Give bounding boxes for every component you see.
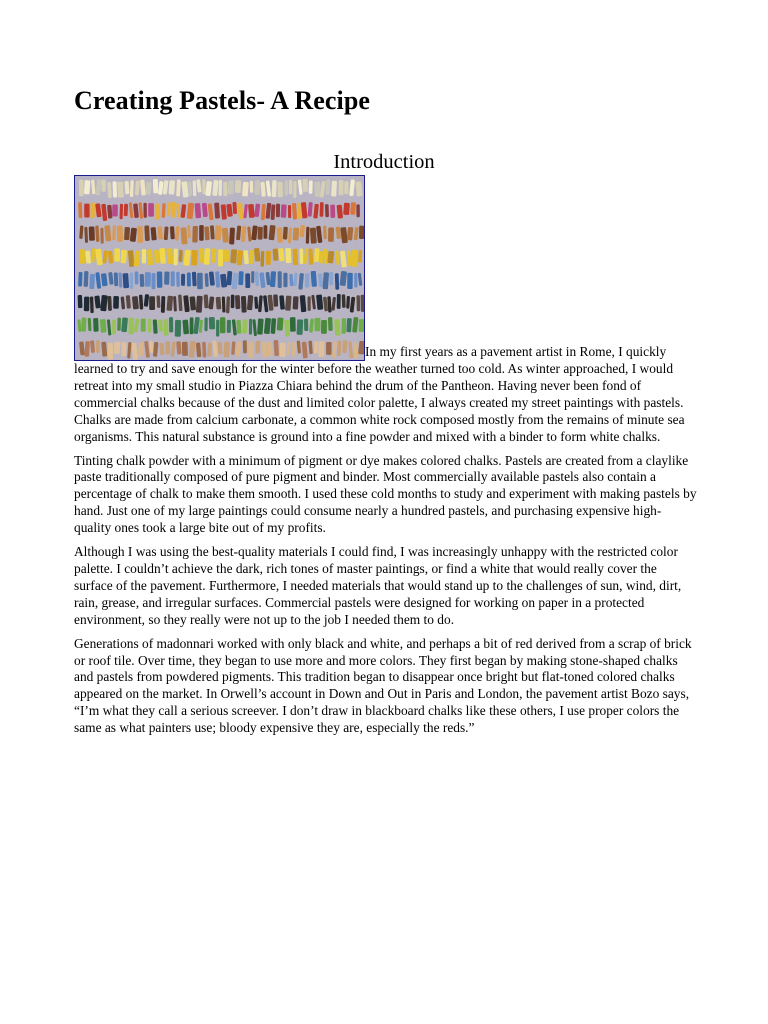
pastel-stick — [235, 180, 242, 193]
pastel-stick — [241, 296, 247, 313]
pastel-stick — [285, 296, 292, 311]
pastel-stick — [145, 182, 151, 195]
pastel-stick — [356, 204, 359, 217]
pastel-stick — [153, 179, 158, 193]
pastel-stick — [199, 225, 204, 241]
pastel-stick — [235, 295, 240, 309]
pastel-stick — [249, 250, 254, 264]
pastel-stick — [164, 272, 170, 285]
pastel-stick — [114, 341, 121, 354]
pastel-stick — [359, 226, 364, 239]
pastel-stick — [149, 296, 155, 310]
pastel-stick — [197, 273, 203, 289]
pastel-stick — [192, 272, 197, 287]
pastel-stick — [182, 342, 188, 356]
pastel-stick — [170, 226, 175, 239]
pastel-stick — [137, 226, 143, 243]
pastel-stick — [307, 296, 310, 311]
pastel-stick — [327, 251, 334, 264]
pastel-stick — [263, 225, 267, 239]
pastel-stick — [84, 297, 90, 312]
pastel-stick — [326, 342, 332, 355]
pastel-stick — [308, 249, 313, 265]
pastel-stick — [175, 320, 181, 337]
pastel-stick — [278, 271, 282, 288]
pastel-stick — [266, 251, 271, 265]
document-page — [74, 84, 698, 737]
pastel-stick — [124, 181, 129, 194]
pastel-stick — [297, 203, 301, 219]
pastel-stick — [143, 203, 146, 218]
pastel-stick — [272, 180, 277, 197]
pastel-stick — [78, 272, 83, 287]
pastel-stick — [347, 273, 353, 289]
pastel-stick — [277, 317, 284, 330]
pastel-stick — [248, 342, 254, 358]
pastel-stick — [129, 318, 135, 335]
pastel-stick — [181, 274, 185, 286]
pastel-stick — [328, 227, 334, 241]
pastel-stick — [254, 180, 260, 195]
pastel-stick — [258, 227, 263, 240]
pastel-stick — [89, 274, 95, 289]
pastel-stick — [277, 227, 283, 242]
pastel-stick — [193, 180, 197, 196]
pastel-stick — [314, 318, 320, 331]
pastel-stick — [119, 204, 123, 220]
pastel-stick — [299, 248, 303, 264]
section-heading: Introduction — [333, 151, 435, 173]
pastel-stick — [331, 181, 337, 197]
pastel-stick — [187, 272, 191, 286]
pastel-stick — [108, 343, 113, 360]
pastel-stick — [214, 203, 220, 219]
pastel-stick — [287, 342, 291, 355]
pastel-stick — [191, 250, 198, 266]
pastel-stick — [293, 296, 299, 309]
pastel-stick — [314, 182, 320, 197]
pastel-stick — [122, 273, 129, 288]
pastel-stick — [337, 294, 341, 309]
pastel-stick — [358, 250, 362, 262]
pastel-stick — [138, 342, 143, 357]
pastel-stick — [288, 205, 291, 218]
pastel-stick — [359, 319, 364, 332]
pastel-stick — [231, 295, 235, 309]
pastel-stick — [78, 202, 82, 218]
pastel-stick — [226, 296, 230, 313]
pastel-stick — [204, 294, 209, 308]
pastel-stick — [171, 202, 176, 218]
pastel-stick — [273, 294, 278, 306]
pastel-stick — [165, 341, 170, 354]
pastel-stick — [236, 320, 241, 334]
pastel-stick — [202, 342, 206, 358]
pastel-stick — [343, 203, 350, 215]
pastel-stick — [245, 273, 250, 288]
pastel-stick — [117, 318, 121, 331]
pastel-stick — [304, 319, 308, 331]
pastel-stick — [293, 181, 296, 198]
pastel-stick — [89, 226, 95, 240]
pastel-stick — [101, 180, 105, 192]
pastel-stick — [273, 248, 279, 260]
pastel-stick — [196, 296, 203, 313]
pastel-stick — [320, 251, 323, 264]
pastel-stick — [100, 319, 107, 333]
pastel-stick — [154, 250, 160, 264]
pastel-stick — [215, 225, 222, 240]
pastel-stick — [144, 225, 149, 241]
pastel-stick — [93, 318, 99, 332]
pastel-stick — [342, 294, 346, 308]
pastel-stick — [251, 271, 254, 283]
pastel-stick — [328, 317, 333, 331]
pastel-stick — [182, 319, 189, 334]
pastel-stick — [323, 272, 330, 289]
pastel-stick — [130, 180, 134, 197]
pastel-stick — [289, 180, 293, 195]
pastel-stick — [297, 319, 304, 335]
pastel-stick — [84, 271, 89, 287]
pastel-stick — [112, 204, 118, 216]
pastel-stick — [218, 249, 223, 266]
pastel-stick — [79, 249, 85, 264]
pastel-stick — [202, 179, 206, 194]
pastel-stick — [242, 182, 249, 197]
pastel-stick — [171, 271, 175, 286]
paragraph-3: Although I was using the best-quality materials I could find, I was increasingly unhappy with the restricted color palette. I couldn’t achieve the dark, rich tones of master paintings, or find a white that would really cover the surface of the pavement. Furthermore, I needed materials that would stand up to the challenges of sun, wind, dirt, rain, grease, and irregular surfaces. Commercial pastels were designed for working on paper in a protected environment, so they really were not up to the job I needed them to do. — [74, 544, 682, 627]
pastel-stick — [276, 204, 280, 218]
pastel-stick — [151, 273, 155, 289]
pastel-stick — [284, 180, 288, 195]
pastel-stick — [283, 227, 288, 240]
pastel-stick — [190, 317, 194, 334]
pastel-stick — [90, 203, 95, 219]
pastel-stick — [249, 319, 252, 335]
pastel-stick — [310, 228, 317, 244]
pastel-stick — [281, 204, 287, 217]
pastel-stick — [230, 249, 237, 263]
pastel-stick — [330, 205, 335, 218]
pastel-stick — [204, 317, 207, 331]
pastel-stick — [148, 319, 152, 333]
pastel-stick — [156, 295, 160, 308]
pastel-stick — [169, 317, 173, 332]
pastel-stick — [285, 248, 291, 263]
pastel-stick — [84, 180, 91, 194]
pastel-stick — [174, 249, 178, 266]
pastel-stick — [81, 318, 86, 332]
pastel-stick — [163, 319, 168, 336]
pastel-stick — [90, 296, 94, 313]
pastel-stick — [270, 271, 276, 287]
pastel-stick — [112, 319, 116, 334]
pastel-stick — [325, 179, 330, 195]
pastel-stick — [204, 248, 211, 265]
pastel-stick — [142, 249, 146, 263]
pastel-stick — [306, 227, 310, 244]
pastel-stick — [176, 272, 180, 287]
pastel-stick — [318, 341, 324, 357]
pastel-stick — [112, 225, 116, 240]
pastel-stick — [227, 320, 231, 333]
pastel-stick — [84, 204, 90, 218]
pastel-stick — [320, 202, 324, 217]
pastel-stick — [361, 295, 364, 312]
pastel-stick — [161, 296, 165, 313]
pastel-stick — [257, 318, 264, 334]
pastel-stick — [224, 342, 230, 358]
pastel-stick — [117, 182, 124, 198]
paragraph-4: Generations of madonnari worked with only black and white, and perhaps a bit of red derived from a scrap of brick or roof tile. Over time, they began to use more and more colors. They first began by making stone-shaped chalks and pastels from powdered pigments. This tradition began to disappear once bright but flat-toned colored chalks appeared on the market. In Orwell’s account in Down and Out in Paris and London, the pavement artist Bozo says, “I’m what they call a serious screever. I don’t draw in blackboard chalks like these others, I use proper colors the same as what painters use; bloody expensive they are, especially the reds.” — [74, 635, 692, 736]
pastel-stick — [220, 317, 225, 333]
pastel-stick — [314, 248, 320, 262]
pastel-stick — [155, 204, 160, 220]
pastel-stick — [229, 228, 235, 245]
pastel-stick — [141, 319, 146, 332]
pastel-stick — [135, 271, 139, 284]
pastel-stick — [325, 204, 329, 217]
pastel-stick — [114, 272, 119, 286]
pastel-stick — [192, 226, 198, 243]
pastel-stick — [114, 248, 120, 261]
pastel-stick — [250, 181, 254, 193]
paragraph-1 — [74, 175, 698, 446]
pastel-stick — [342, 340, 347, 353]
pastel-stick — [334, 319, 340, 336]
pastel-stick — [79, 180, 84, 196]
pastel-stick — [124, 204, 128, 216]
pastel-stick — [209, 317, 215, 329]
pastel-stick — [140, 274, 145, 287]
pastel-stick — [168, 180, 175, 194]
pastel-stick — [243, 340, 247, 353]
pastel-stick — [148, 203, 154, 217]
pastel-stick — [260, 251, 264, 267]
pastel-stick — [255, 341, 260, 354]
pastel-stick — [124, 227, 130, 240]
pastel-stick — [305, 273, 310, 287]
pastel-stick — [100, 228, 103, 244]
pastel-stick — [157, 271, 163, 287]
pastel-stick — [329, 272, 333, 285]
pastel-stick — [216, 297, 222, 310]
pastel-stick — [350, 202, 356, 215]
pastel-stick — [335, 273, 339, 290]
pastel-stick — [120, 250, 126, 264]
document-title: Creating Pastels- A Recipe — [74, 86, 371, 115]
pastel-stick — [292, 342, 297, 357]
pastel-stick — [228, 180, 234, 194]
pastel-stick — [96, 340, 100, 353]
pastel-stick — [195, 203, 202, 218]
paragraph-1-text: In my first years as a pavement artist in Rome, I quickly learned to try and save enough for the winter before the weather turned too cold. As winter approached, I would retreat into my small studio in Piazza Chiara behind the drum of the Pantheon. Having never been fond of commercial chalks because of the dust and limited color palette, I always created my street paintings with pastels. Chalks are made from calcium carbonate, a common white rock composed mostly from the remains of minute sea organisms. This natural substance is ground into a fine powder and mixed with a binder to form white chalks. — [74, 344, 685, 444]
pastel-stick — [242, 319, 248, 333]
paragraph-2: Tinting chalk powder with a minimum of pigment or dye makes colored chalks. Pastels are created from a claylike paste traditionally composed of pure pigment and binder. Most commercially available pastels also contain a percentage of chalk to make them smooth. I used these cold months to study and experiment with making pastels by hand. Just one of my large paintings could consume nearly a hundred pastels, and purchasing expensive high-quality ones took a large bite out of my profits. — [74, 452, 697, 536]
pastel-stick — [280, 343, 286, 357]
pastel-stick — [130, 273, 134, 289]
pastel-stick — [112, 181, 117, 197]
pastel-stick — [323, 226, 327, 240]
pastel-stick — [283, 273, 287, 288]
pastels-photo — [74, 175, 365, 361]
pastel-stick — [339, 180, 344, 195]
pastel-stick — [309, 180, 313, 193]
pastel-stick — [113, 296, 119, 309]
pastel-stick — [346, 296, 350, 309]
pastel-stick — [232, 202, 237, 214]
pastel-stick — [145, 272, 151, 287]
pastel-stick — [356, 295, 360, 311]
pastel-stick — [314, 341, 318, 353]
pastel-stick — [344, 181, 348, 194]
pastel-stick — [302, 179, 308, 192]
pastel-stick — [341, 318, 346, 334]
pastel-stick — [204, 226, 209, 240]
pastel-stick — [352, 250, 358, 267]
pastel-stick — [179, 250, 183, 262]
pastel-stick — [117, 226, 123, 242]
pastel-stick — [216, 320, 219, 337]
pastel-stick — [277, 182, 283, 198]
pastel-stick — [107, 296, 111, 311]
pastel-stick — [292, 249, 298, 265]
pastel-stick — [218, 180, 222, 196]
pastels-photo-image — [75, 176, 364, 360]
pastel-stick — [354, 273, 357, 288]
pastel-stick — [293, 228, 300, 241]
pastel-stick — [122, 342, 127, 356]
pastel-stick — [346, 318, 351, 332]
pastel-stick — [149, 341, 153, 353]
pastel-stick — [238, 271, 243, 285]
pastel-stick — [223, 182, 227, 196]
pastel-stick — [321, 320, 327, 334]
pastel-stick — [78, 295, 83, 308]
pastel-stick — [290, 317, 296, 332]
pastel-stick — [224, 249, 229, 261]
